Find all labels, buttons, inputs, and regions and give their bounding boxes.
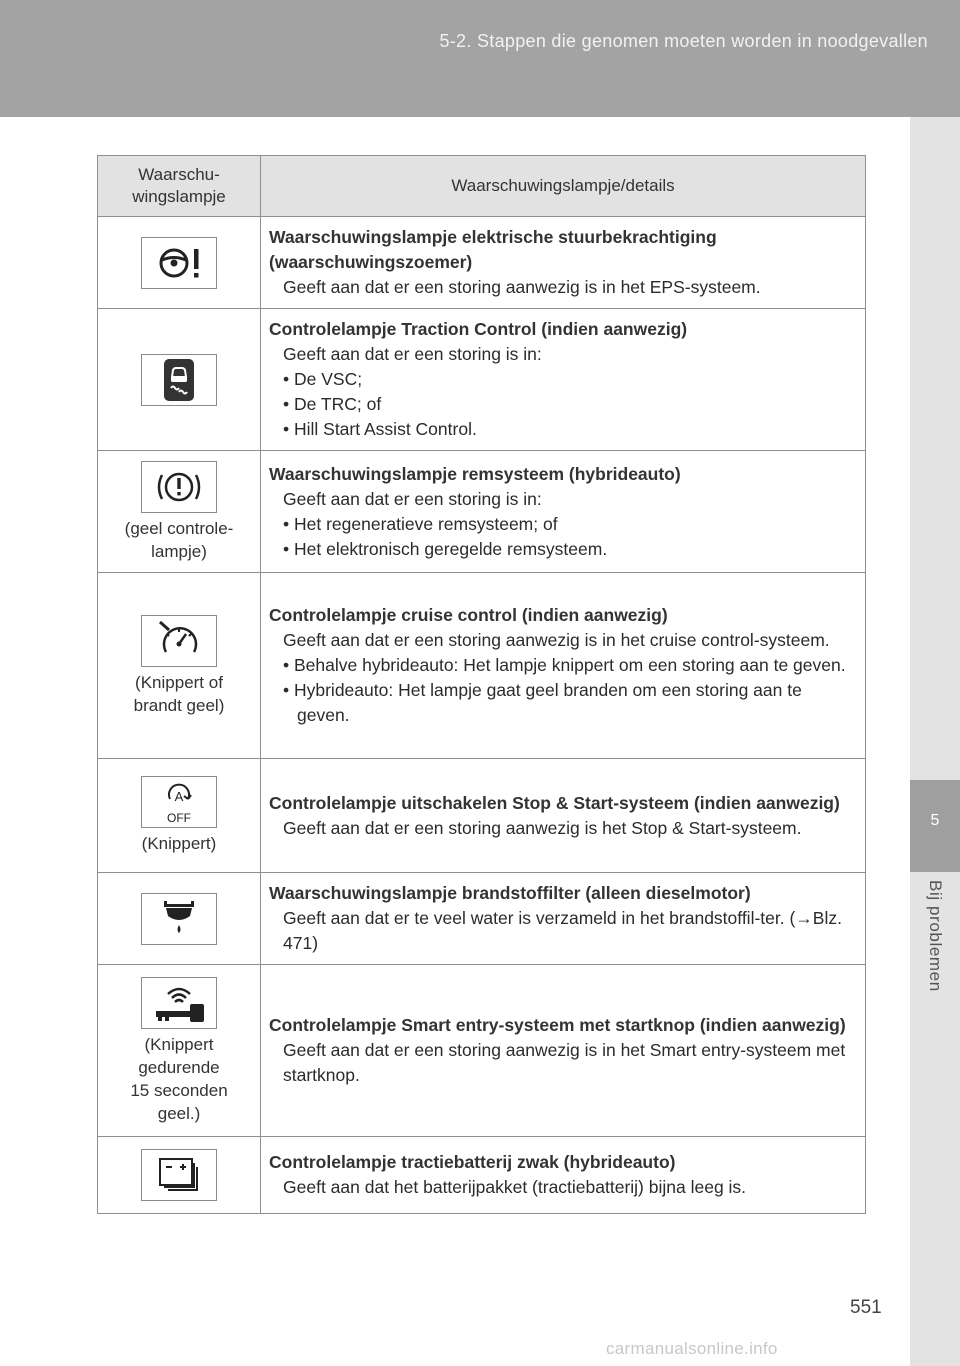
stop-start-off-icon: [141, 776, 217, 828]
row-title: Controlelampje uitschakelen Stop & Start-systeem (indien aanwezig): [269, 792, 840, 813]
svg-text:A: A: [174, 789, 184, 804]
traction-control-icon: [141, 354, 217, 406]
header-details: Waarschuwingslampje/details: [261, 156, 866, 217]
chapter-side-tab: [910, 117, 960, 1366]
table-row: [98, 309, 866, 451]
bullet-item: • Het elektronisch geregelde remsysteem.: [283, 538, 608, 559]
row-title: Controlelampje Traction Control (indien aanwezig): [269, 319, 688, 339]
bullet-item: • Hill Start Assist Control.: [283, 419, 477, 439]
icon-cell: [98, 759, 261, 873]
table-header-row: [98, 156, 866, 217]
watermark: carmanualsonline.info: [606, 1339, 778, 1358]
bullet-item: • Het regeneratieve remsysteem; of: [283, 513, 558, 534]
lamp-note: (Knippert gedurende 15 seconden geel.): [130, 1034, 228, 1123]
table-row: [98, 217, 866, 309]
lamp-note: (Knippert of brandt geel): [133, 672, 225, 715]
icon-cell: [98, 573, 261, 759]
chapter-label: Bij problemen: [926, 880, 945, 992]
row-desc: Geeft aan dat er een storing aanwezig is in het cruise control-systeem.: [283, 630, 830, 650]
section-title: 5-2. Stappen die genomen moeten worden in noodgevallen: [439, 31, 928, 51]
icon-cell: [98, 1137, 261, 1214]
row-desc: Geeft aan dat er een storing aanwezig is in het Smart entry-systeem met startknop.: [283, 1040, 846, 1085]
fuel-filter-icon: [141, 893, 217, 945]
table-row: [98, 965, 866, 1137]
header-band: [0, 0, 960, 117]
row-title: Controlelampje tractiebatterij zwak (hybrideauto): [269, 1152, 676, 1172]
steering-wheel-exclamation-icon: [141, 237, 217, 289]
warning-lamp-table: [97, 155, 866, 1214]
icon-cell: [98, 451, 261, 573]
table-row: [98, 451, 866, 573]
row-desc: Geeft aan dat er een storing aanwezig is in het EPS-systeem.: [283, 277, 761, 297]
details-cell: [261, 759, 866, 873]
row-desc: Geeft aan dat er een storing aanwezig is het Stop & Start-systeem.: [283, 817, 802, 838]
details-cell: [261, 573, 866, 759]
bullet-item: • De VSC;: [283, 369, 363, 389]
header-lamp: Waarschu- wingslampje: [98, 156, 261, 217]
row-title: Controlelampje Smart entry-systeem met startknop (indien aanwezig): [269, 1015, 846, 1035]
table-row: [98, 759, 866, 873]
traction-battery-icon: [141, 1149, 217, 1201]
lamp-note: (Knippert): [141, 834, 217, 853]
row-title: Waarschuwingslampje brandstoffilter (alleen dieselmotor): [269, 883, 751, 903]
brake-system-icon: [141, 461, 217, 513]
row-desc: Geeft aan dat het batterijpakket (tractiebatterij) bijna leeg is.: [283, 1177, 747, 1197]
row-desc: Geeft aan dat er een storing is in:: [283, 344, 542, 364]
icon-cell: [98, 965, 261, 1137]
details-cell: [261, 309, 866, 451]
table-row: [98, 873, 866, 965]
bullet-item: • Behalve hybrideauto: Het lampje knippert om een storing aan te geven.: [283, 655, 846, 675]
icon-cell: [98, 309, 261, 451]
smart-key-icon: [141, 977, 217, 1029]
icon-cell: [98, 217, 261, 309]
table-row: [98, 1137, 866, 1214]
table-row: [98, 573, 866, 759]
details-cell: [261, 217, 866, 309]
row-desc: Geeft aan dat er een storing is in:: [283, 488, 542, 509]
details-cell: [261, 451, 866, 573]
cruise-control-icon: [141, 615, 217, 667]
details-cell: [261, 1137, 866, 1214]
lamp-note: (geel controle- lampje): [124, 518, 234, 561]
row-desc: Geeft aan dat er te veel water is verzameld in het brandstoffil-ter. (→Blz. 471): [283, 908, 842, 953]
icon-cell: [98, 873, 261, 965]
chapter-number: 5: [930, 812, 940, 829]
svg-text:OFF: OFF: [167, 811, 191, 825]
page-number: 551: [850, 1297, 882, 1318]
details-cell: [261, 873, 866, 965]
row-title: Waarschuwingslampje elektrische stuurbekrachtiging (waarschuwingszoemer): [269, 227, 717, 272]
bullet-item: • De TRC; of: [283, 394, 382, 414]
details-cell: [261, 965, 866, 1137]
bullet-item: • Hybrideauto: Het lampje gaat geel branden om een storing aan te geven.: [283, 680, 802, 725]
row-title: Controlelampje cruise control (indien aanwezig): [269, 605, 668, 625]
row-title: Waarschuwingslampje remsysteem (hybrideauto): [269, 463, 681, 484]
